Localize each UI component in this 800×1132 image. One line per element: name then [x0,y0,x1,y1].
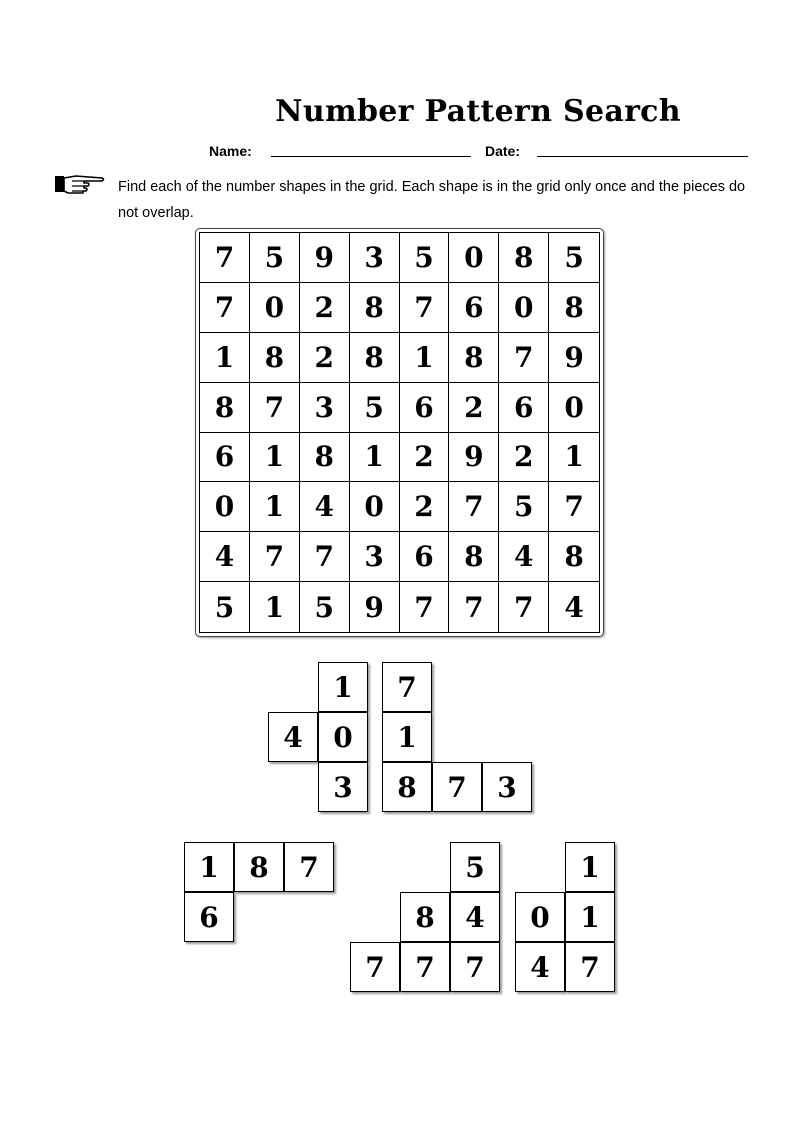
grid-cell[interactable]: 9 [300,233,350,283]
grid-cell[interactable]: 0 [499,283,549,333]
shape-3-cell: 8 [234,842,284,892]
grid-cell[interactable]: 6 [449,283,499,333]
shape-2-cell: 7 [432,762,482,812]
grid-cell[interactable]: 5 [350,383,400,433]
grid-cell[interactable]: 7 [200,283,250,333]
grid-cell[interactable]: 1 [549,433,599,483]
grid-cell[interactable]: 8 [449,532,499,582]
shape-4-cell: 5 [450,842,500,892]
grid-cell[interactable]: 3 [350,532,400,582]
grid-cell[interactable]: 4 [300,482,350,532]
pointing-hand-icon [54,172,106,196]
shape-5-cell: 0 [515,892,565,942]
shape-1-cell: 1 [318,662,368,712]
shape-4-cell: 7 [350,942,400,992]
grid-cell[interactable]: 1 [250,582,300,632]
shape-4-cell: 7 [400,942,450,992]
grid-cell[interactable]: 7 [250,532,300,582]
grid-cell[interactable]: 6 [200,433,250,483]
shape-2-cell: 8 [382,762,432,812]
grid-cell[interactable]: 2 [300,333,350,383]
grid-cell[interactable]: 5 [200,582,250,632]
grid-cell[interactable]: 0 [250,283,300,333]
grid-cell[interactable]: 5 [300,582,350,632]
grid-cell[interactable]: 1 [400,333,450,383]
grid-cell[interactable]: 7 [400,283,450,333]
grid-cell[interactable]: 2 [400,482,450,532]
grid-cell[interactable]: 7 [300,532,350,582]
grid-cell[interactable]: 0 [449,233,499,283]
grid-cell[interactable]: 5 [250,233,300,283]
grid-cell[interactable]: 8 [250,333,300,383]
shape-5-cell: 7 [565,942,615,992]
grid-cell[interactable]: 7 [549,482,599,532]
grid-cell[interactable]: 8 [449,333,499,383]
shape-2-cell: 7 [382,662,432,712]
grid-cell[interactable]: 7 [499,582,549,632]
grid-cell[interactable]: 1 [350,433,400,483]
shape-4-cell: 8 [400,892,450,942]
grid-cell[interactable]: 8 [499,233,549,283]
grid-cell[interactable]: 7 [499,333,549,383]
grid-cell[interactable]: 5 [400,233,450,283]
date-label: Date: [485,143,521,159]
number-grid [199,232,600,633]
shape-2-cell: 3 [482,762,532,812]
shape-4-cell: 7 [450,942,500,992]
name-field-line[interactable] [271,156,471,157]
grid-cell[interactable]: 6 [400,383,450,433]
name-label: Name: [209,143,252,159]
shape-1-cell: 3 [318,762,368,812]
grid-cell[interactable]: 0 [549,383,599,433]
grid-cell[interactable]: 9 [350,582,400,632]
shape-2-cell: 1 [382,712,432,762]
grid-cell[interactable]: 3 [350,233,400,283]
grid-cell[interactable]: 7 [200,233,250,283]
shape-5-cell: 1 [565,892,615,942]
grid-cell[interactable]: 8 [350,333,400,383]
grid-cell[interactable]: 8 [549,283,599,333]
grid-cell[interactable]: 7 [449,482,499,532]
grid-cell[interactable]: 7 [250,383,300,433]
page-title: Number Pattern Search [275,94,681,129]
grid-cell[interactable]: 0 [200,482,250,532]
grid-cell[interactable]: 3 [300,383,350,433]
grid-cell[interactable]: 6 [499,383,549,433]
grid-cell[interactable]: 9 [449,433,499,483]
grid-cell[interactable]: 8 [200,383,250,433]
grid-cell[interactable]: 4 [564,590,584,624]
shape-5-cell: 4 [515,942,565,992]
grid-cell[interactable]: 6 [400,532,450,582]
grid-cell[interactable]: 4 [200,532,250,582]
grid-cell[interactable]: 2 [300,283,350,333]
shape-1-cell: 4 [268,712,318,762]
grid-cell[interactable]: 5 [549,233,599,283]
date-field-line[interactable] [537,156,748,157]
grid-cell[interactable]: 1 [250,433,300,483]
grid-cell[interactable]: 8 [549,532,599,582]
grid-cell[interactable]: 5 [499,482,549,532]
shape-1-cell: 0 [318,712,368,762]
shape-4-cell: 4 [450,892,500,942]
shape-3-cell: 7 [284,842,334,892]
grid-cell[interactable]: 2 [449,383,499,433]
grid-cell[interactable]: 2 [400,433,450,483]
grid-cell[interactable]: 2 [499,433,549,483]
grid-cell[interactable]: 1 [250,482,300,532]
grid-cell[interactable]: 7 [449,582,499,632]
grid-cell[interactable]: 4 [499,532,549,582]
grid-cell[interactable]: 8 [350,283,400,333]
grid-cell[interactable]: 0 [350,482,400,532]
shape-3-cell: 1 [184,842,234,892]
shape-5-cell: 1 [565,842,615,892]
grid-cell[interactable]: 8 [300,433,350,483]
grid-cell[interactable]: 9 [549,333,599,383]
shape-3-cell: 6 [184,892,234,942]
grid-cell[interactable]: 7 [400,582,450,632]
instructions-text: Find each of the number shapes in the grid. Each shape is in the grid only once and the pieces do not overlap. [118,179,746,221]
grid-cell[interactable]: 1 [200,333,250,383]
